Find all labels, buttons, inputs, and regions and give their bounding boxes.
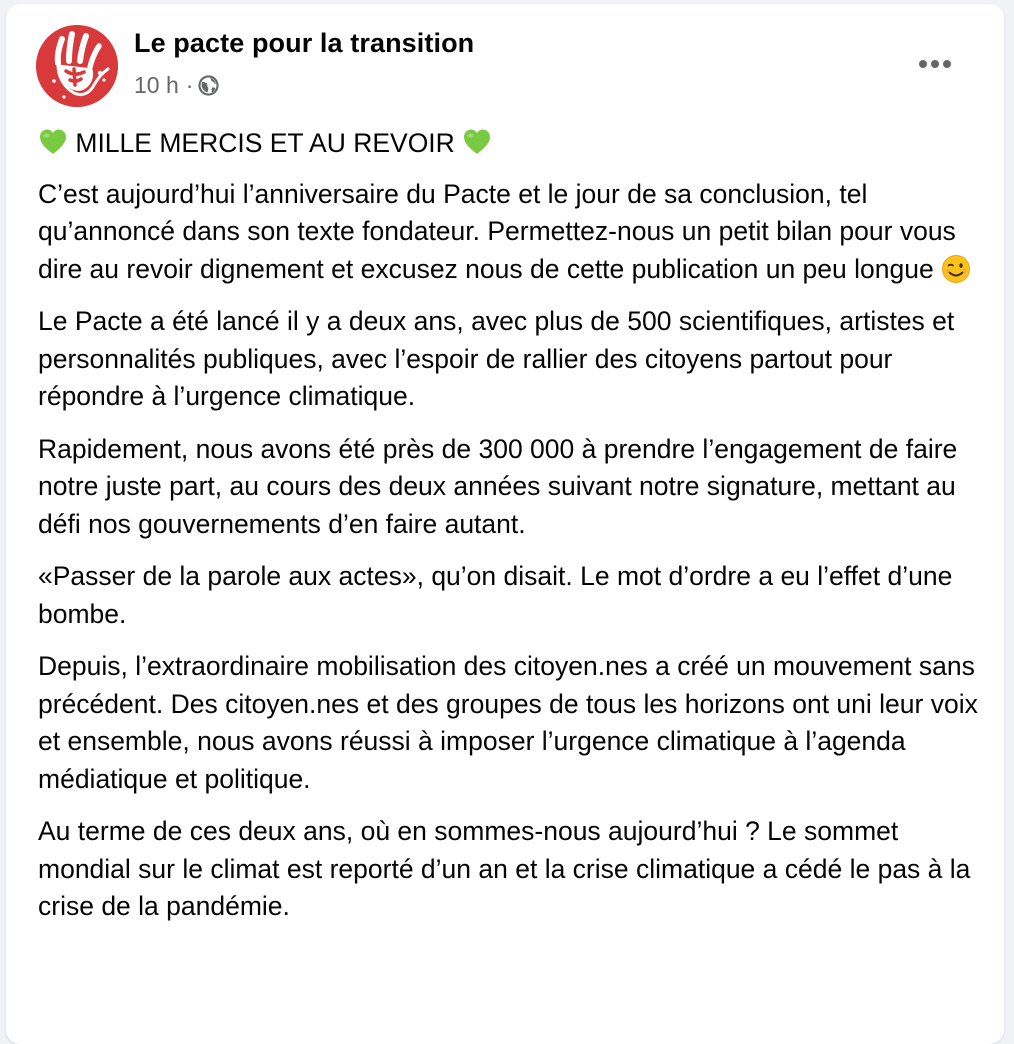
- more-options-icon: [918, 59, 952, 69]
- post-paragraph: [38, 176, 978, 289]
- post-timestamp[interactable]: 10 h: [134, 71, 179, 98]
- post-card: [6, 4, 1004, 1044]
- post-meta: [134, 70, 219, 100]
- post-paragraph: Depuis, l’extraordinaire mobilisation des citoyen.nes a créé un mouvement sans précédent. Des citoyen.nes et des groupes de tous les horizons ont uni leur voix et ensemble, nous avons réussi à imposer l’urgence climatique à l’agenda médiatique et politique.: [38, 651, 978, 794]
- post-paragraph: Le Pacte a été lancé il y a deux ans, avec plus de 500 scientifiques, artistes et personnalités publiques, avec l’espoir de rallier des citoyens partout pour répondre à l’urgence climatique.: [38, 306, 955, 411]
- winking-face-icon: [941, 254, 971, 284]
- green-heart-icon: [38, 128, 68, 156]
- globe-icon[interactable]: [198, 75, 219, 96]
- page-name-link[interactable]: Le pacte pour la transition: [134, 28, 475, 58]
- post-title-text: MILLE MERCIS ET AU REVOIR: [75, 128, 455, 158]
- post-paragraph: «Passer de la parole aux actes», qu’on disait. Le mot d’ordre a eu l’effet d’une bombe.: [38, 561, 953, 629]
- meta-separator: ·: [185, 71, 194, 98]
- post-title: [38, 125, 978, 163]
- post-message: [38, 125, 978, 941]
- red-hand-logo-icon: [36, 25, 118, 107]
- paragraph-text: C’est aujourd’hui l’anniversaire du Pacte et le jour de sa conclusion, tel qu’annoncé dans son texte fondateur. Permettez-nous un petit bilan pour vous dire au revoir dignement et excusez nous de cette publication un peu longue: [38, 178, 956, 284]
- post-options-button[interactable]: [910, 44, 960, 84]
- green-heart-icon: [462, 128, 492, 156]
- post-paragraph: Rapidement, nous avons été près de 300 000 à prendre l’engagement de faire notre juste part, au cours des deux années suivant notre signature, mettant au défi nos gouvernements d’en faire autant.: [38, 433, 958, 539]
- page-avatar[interactable]: [36, 25, 118, 107]
- post-paragraph: Au terme de ces deux ans, où en sommes-nous aujourd’hui ? Le sommet mondial sur le climat est reporté d’un an et la crise climatique a cédé le pas à la crise de la pandémie.: [38, 816, 971, 921]
